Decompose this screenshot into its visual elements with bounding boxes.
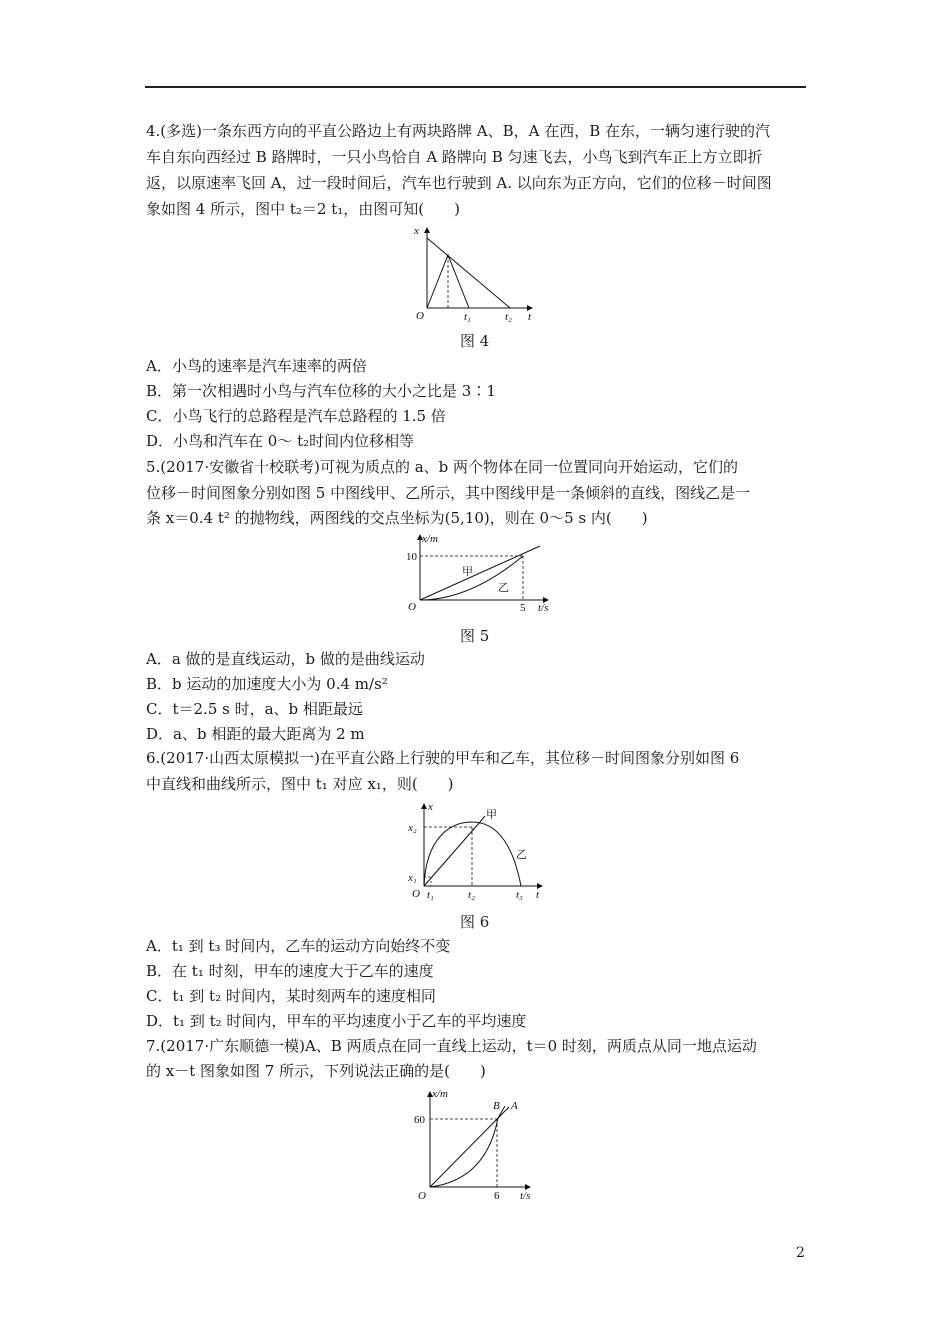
f4-origin: O (416, 310, 424, 322)
f5-line-jia (420, 546, 540, 600)
figure-7 (408, 1088, 548, 1208)
q6-option-d: D．t₁ 到 t₂ 时间内，甲车的平均速度小于乙车的平均速度 (146, 1012, 527, 1030)
f4-x-label: x (414, 225, 419, 237)
q5-option-a: A．a 做的是直线运动，b 做的是曲线运动 (146, 650, 425, 668)
figure-4-caption: 图 4 (460, 332, 490, 350)
f5-label-jia: 甲 (462, 566, 473, 578)
f6-x1: x₁ (408, 872, 417, 884)
figure-6-caption: 图 6 (460, 913, 490, 931)
q4-option-c: C．小鸟飞行的总路程是汽车总路程的 1.5 倍 (146, 407, 446, 425)
figure-6 (404, 800, 554, 905)
f7-label-a: A (511, 1100, 518, 1112)
f6-t1: t₁ (427, 889, 434, 901)
f6-t3: t₃ (516, 889, 523, 901)
f4-t1: t₁ (464, 311, 471, 323)
q4-option-a: A．小鸟的速率是汽车速率的两倍 (146, 357, 367, 375)
f4-t-label: t (528, 311, 532, 323)
f4-car-line (427, 238, 510, 308)
q6-option-c: C．t₁ 到 t₂ 时间内，某时刻两车的速度相同 (146, 987, 436, 1005)
f5-x-label: t/s (538, 602, 549, 614)
page-number: 2 (796, 1245, 805, 1261)
f6-t-label: t (536, 889, 540, 901)
f6-label-jia: 甲 (486, 809, 497, 821)
header-rule (145, 86, 806, 88)
f7-y-label: x/m (432, 1088, 448, 1100)
q4-line-3: 返，以原速率飞回 A，过一段时间后，汽车也行驶到 A. 以向东为正方向，它们的位移－时间图 (146, 174, 772, 192)
f6-x2: x₂ (408, 822, 417, 834)
f5-origin: O (408, 601, 416, 613)
q7-line-2: 的 x－t 图象如图 7 所示，下列说法正确的是( ) (146, 1062, 486, 1080)
f6-curve-yi (424, 822, 521, 886)
q6-option-a: A．t₁ 到 t₃ 时间内，乙车的运动方向始终不变 (146, 937, 451, 955)
q5-option-d: D．a、b 相距的最大距离为 2 m (146, 725, 365, 743)
f7-label-b: B (493, 1100, 500, 1112)
q5-line-3: 条 x＝0.4 t² 的抛物线，两图线的交点坐标为(5,10)，则在 0～5 s 内( ) (146, 509, 648, 527)
f6-label-yi: 乙 (516, 849, 527, 861)
q4-line-2: 车自东向西经过 B 路牌时，一只小鸟恰自 A 路牌向 B 匀速飞去，小鸟飞到汽车正上方立即折 (146, 148, 763, 166)
f6-t2: t₂ (468, 889, 475, 901)
f5-y-label: x/m (422, 533, 438, 545)
f7-x-label: t/s (520, 1190, 531, 1202)
f6-y-label: x (428, 801, 433, 813)
f5-y-tick: 10 (406, 551, 417, 563)
q5-option-b: B．b 运动的加速度大小为 0.4 m/s² (146, 675, 388, 693)
q7-line-1: 7.(2017·广东顺德一模)A、B 两质点在同一直线上运动，t＝0 时刻，两质点从同一地点运动 (146, 1037, 757, 1055)
q5-line-1: 5.(2017·安徽省十校联考)可视为质点的 a、b 两个物体在同一位置同向开始运动，它们的 (146, 458, 739, 476)
q5-line-2: 位移－时间图象分别如图 5 中图线甲、乙所示，其中图线甲是一条倾斜的直线，图线乙是一 (146, 484, 751, 502)
q4-line-4: 象如图 4 所示，图中 t₂＝2 t₁，由图可知( ) (146, 200, 460, 218)
figure-5-caption: 图 5 (460, 627, 490, 645)
f5-label-yi: 乙 (498, 582, 509, 594)
f6-origin: O (412, 888, 420, 900)
figure-4 (410, 222, 540, 324)
q6-line-2: 中直线和曲线所示，图中 t₁ 对应 x₁，则( ) (146, 775, 454, 793)
f5-x-tick: 5 (520, 602, 526, 614)
figure-5 (398, 533, 558, 615)
f7-origin: O (418, 1190, 426, 1202)
f7-x-tick: 6 (494, 1190, 500, 1202)
f6-line-jia-ext (480, 816, 485, 822)
q6-option-b: B．在 t₁ 时刻，甲车的速度大于乙车的速度 (146, 962, 434, 980)
q4-option-b: B．第一次相遇时小鸟与汽车位移的大小之比是 3∶1 (146, 382, 496, 400)
q6-line-1: 6.(2017·山西太原模拟一)在平直公路上行驶的甲车和乙车，其位移－时间图象分别如图 6 (146, 749, 740, 767)
q4-option-d: D．小鸟和汽车在 0～ t₂时间内位移相等 (146, 432, 415, 450)
f7-y-tick: 60 (414, 1114, 425, 1126)
q5-option-c: C．t＝2.5 s 时，a、b 相距最远 (146, 700, 363, 718)
f4-t2: t₂ (505, 311, 512, 323)
q4-line-1: 4.(多选)一条东西方向的平直公路边上有两块路牌 A、B，A 在西，B 在东，一辆匀速行驶的汽 (146, 122, 771, 140)
f7-curve-b (430, 1106, 505, 1187)
